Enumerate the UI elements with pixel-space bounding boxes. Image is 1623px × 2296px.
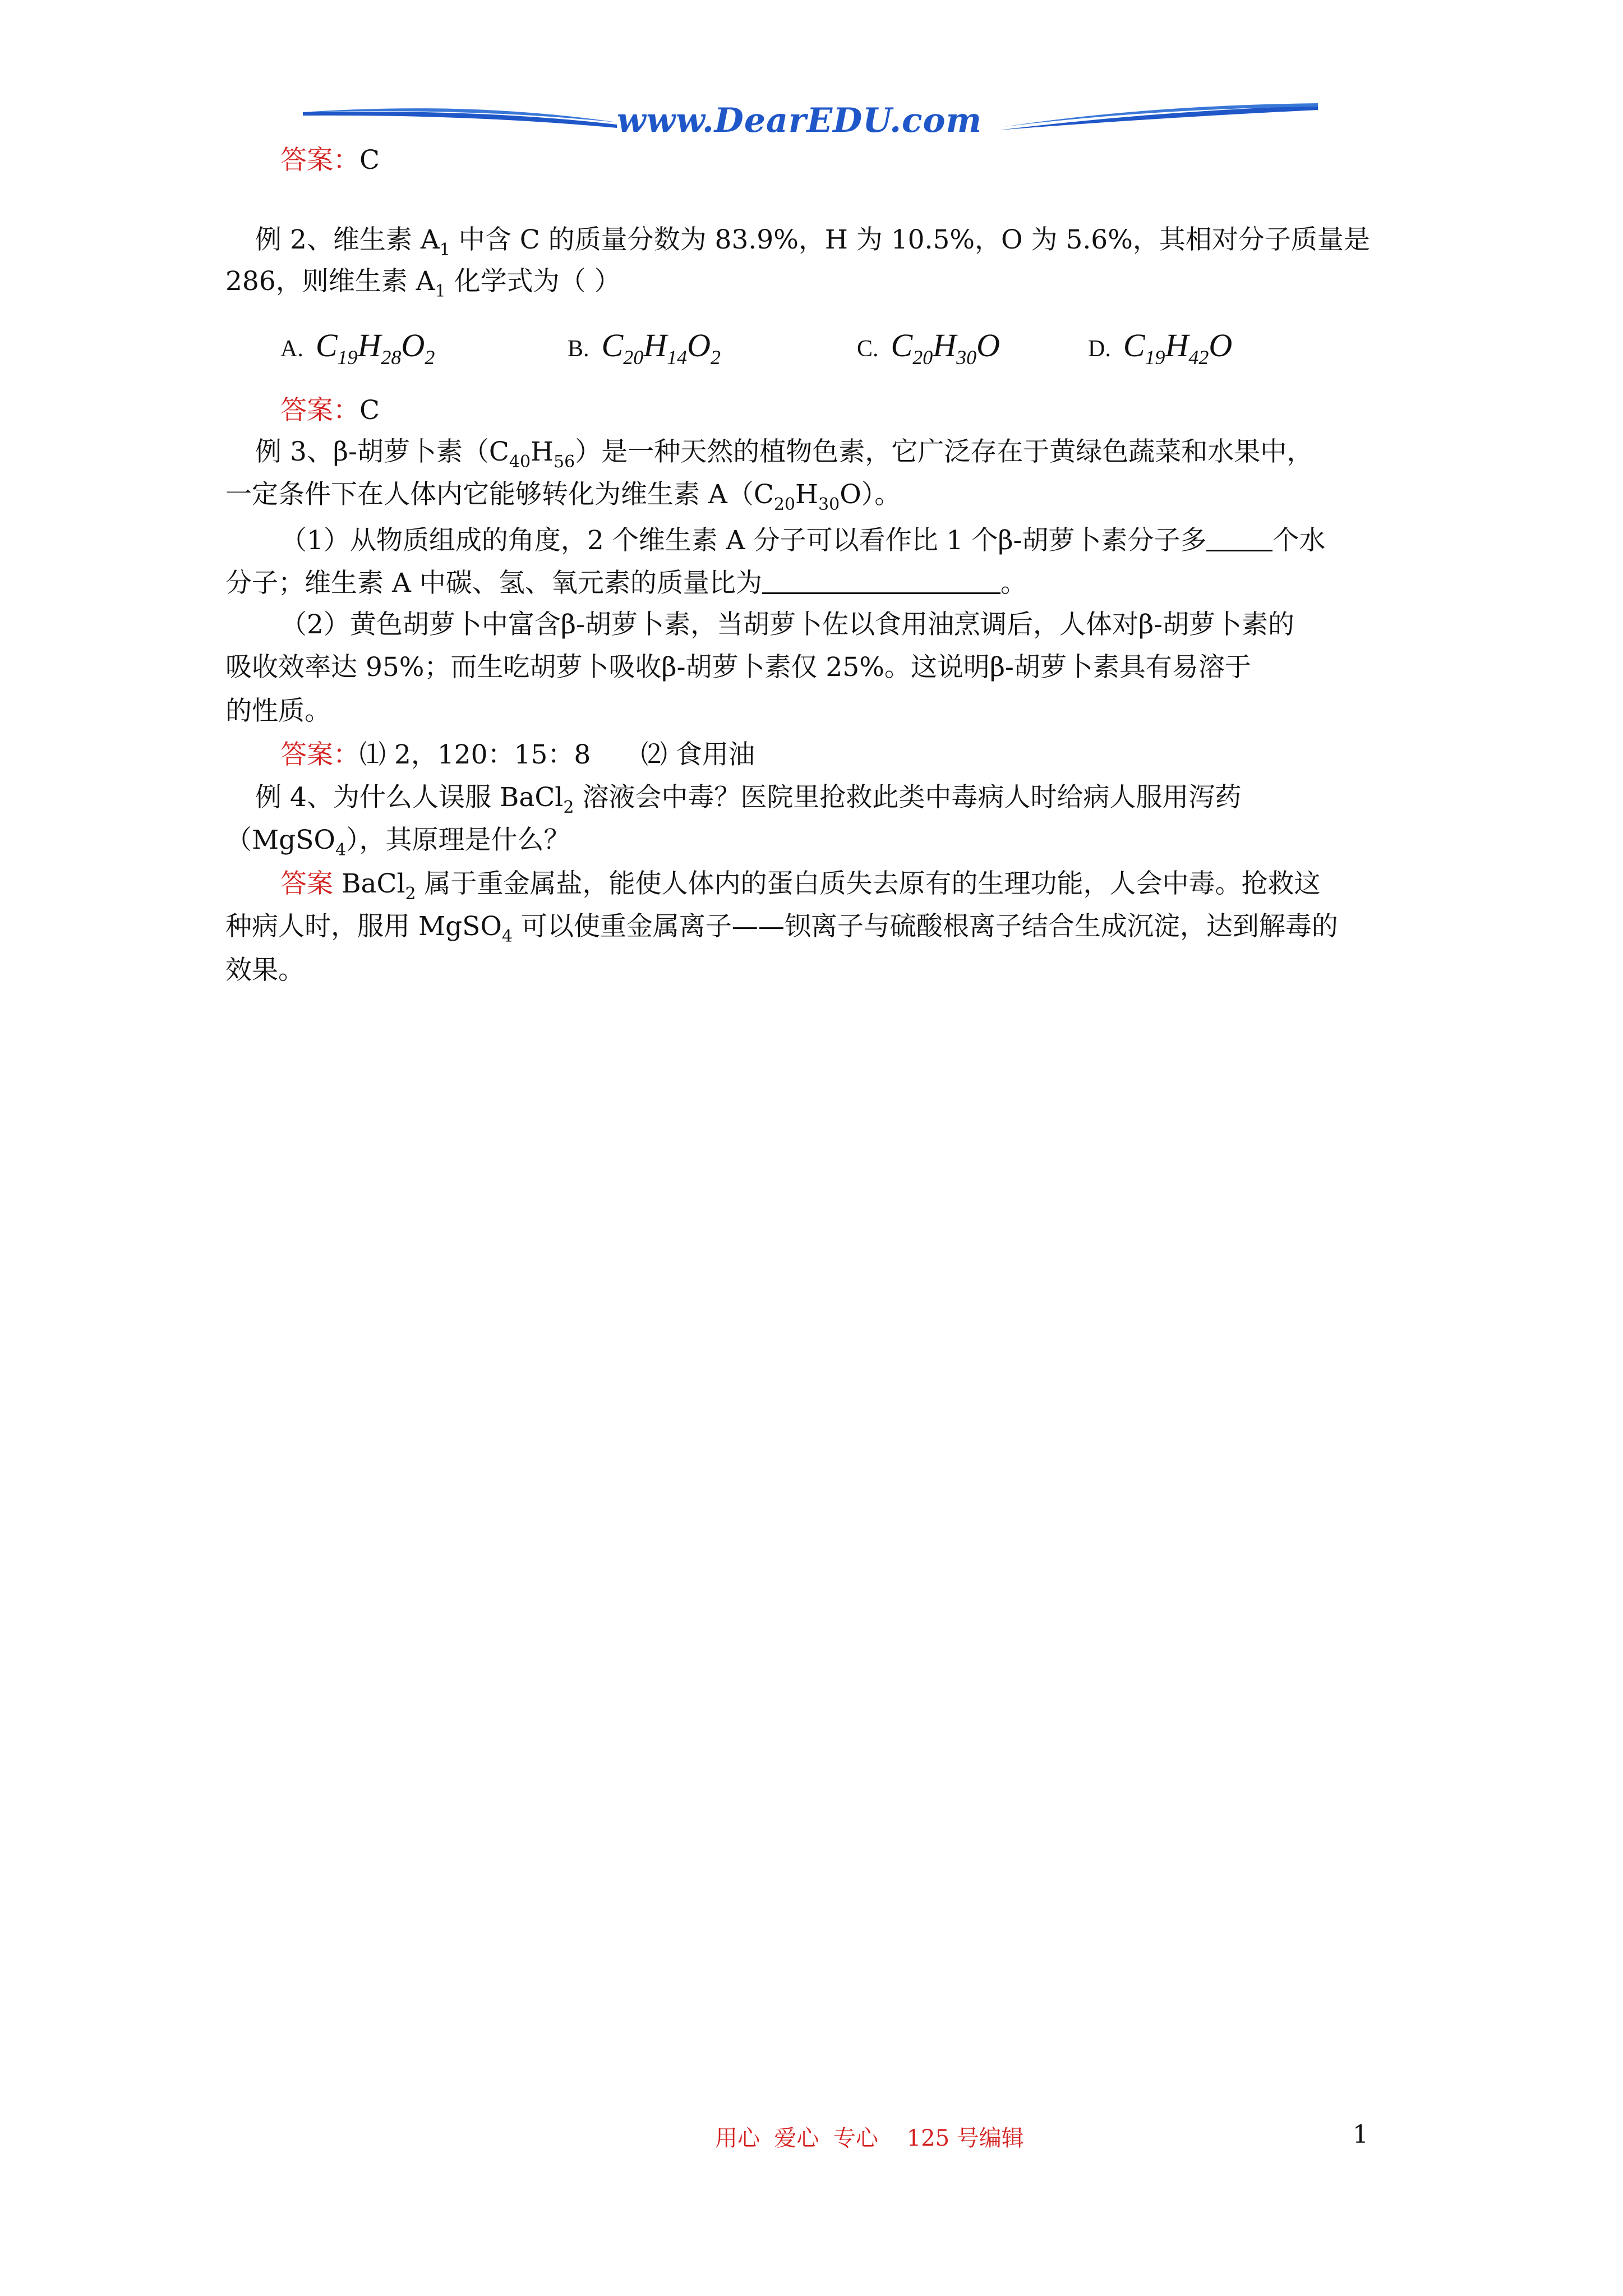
example-4-line-2: （MgSO$_4$），其原理是什么？ [225, 825, 570, 860]
example-2-line-2: 286，则维生素 $A_1$ 化学式为（ ） [225, 266, 621, 301]
answer-value: C [359, 145, 380, 176]
example-3-line-1: 例 3、β-胡萝卜素$(C_{40}H_{56})$是一种天然的植物色素，它广泛存在于黄绿色蔬菜和水果中， [255, 436, 1313, 472]
example-3-question-1: （1）从物质组成的角度，2 个维生素 A 分子可以看作比 1 个β-胡萝卜素分子多 个水 [280, 525, 1326, 556]
example-4-line-1: 例 4、为什么人误服 BaCl$_2$ 溶液会中毒？医院里抢救此类中毒病人时给病人服用泻药 [255, 782, 1242, 817]
example-2-line-1: 例 2、维生素 $A_1$ 中含 C 的质量分数为 83.9%，H 为 10.5%，O 为 5.6%，其相对分子质量是 [255, 224, 1370, 260]
example-3-question-2-end: 的性质。 [225, 696, 331, 726]
example-3-question-2-cont: 吸收效率达 95%；而生吃胡萝卜吸收β-胡萝卜素仅 25%。这说明β-胡萝卜素具有易溶于 [225, 652, 1251, 683]
answer-label: 答案： [280, 145, 359, 176]
page-number: 1 [1353, 2120, 1368, 2149]
example-3-line-2: 一定条件下在人体内它能够转化为维生素 $A(C_{20}H_{30}O)$。 [225, 479, 901, 514]
answer-4-line-1: 答案 BaCl$_2$ 属于重金属盐，能使人体内的蛋白质失去原有的生理功能，人会中毒。抢救这 [280, 868, 1321, 904]
site-logo-text: www.DearEDU.com [617, 101, 983, 140]
answer-4-line-3: 效果。 [225, 955, 305, 986]
answer-4-line-2: 种病人时，服用 MgSO$_4$ 可以使重金属离子——钡离子与硫酸根离子结合生成沉淀，达到解毒的 [225, 911, 1338, 946]
example-3-question-1-cont: 分子；维生素 A 中碳、氢、氧元素的质量比为 。 [225, 568, 1027, 599]
answer-3: 答案：⑴ 2，120：15：8 ⑵ 食用油 [280, 739, 755, 770]
option-a: A. $C_{19}H_{28}O_2$ [280, 327, 435, 369]
answer-1 [280, 145, 380, 176]
answer-blank[interactable] [1206, 525, 1272, 551]
option-c: C. $C_{20}H_{30}O$ [857, 327, 1000, 369]
option-d: D. $C_{19}H_{42}O$ [1088, 327, 1233, 369]
example-3-question-2: （2）黄色胡萝卜中富含β-胡萝卜素，当胡萝卜佐以食用油烹调后，人体对β-胡萝卜素的 [280, 609, 1295, 640]
option-b: B. $C_{20}H_{14}O_2$ [568, 327, 721, 369]
answer-2: 答案：C [280, 395, 380, 426]
answer-blank[interactable] [762, 568, 1000, 594]
footer-text: 用心 爱心 专心 125 号编辑 [715, 2125, 1024, 2151]
